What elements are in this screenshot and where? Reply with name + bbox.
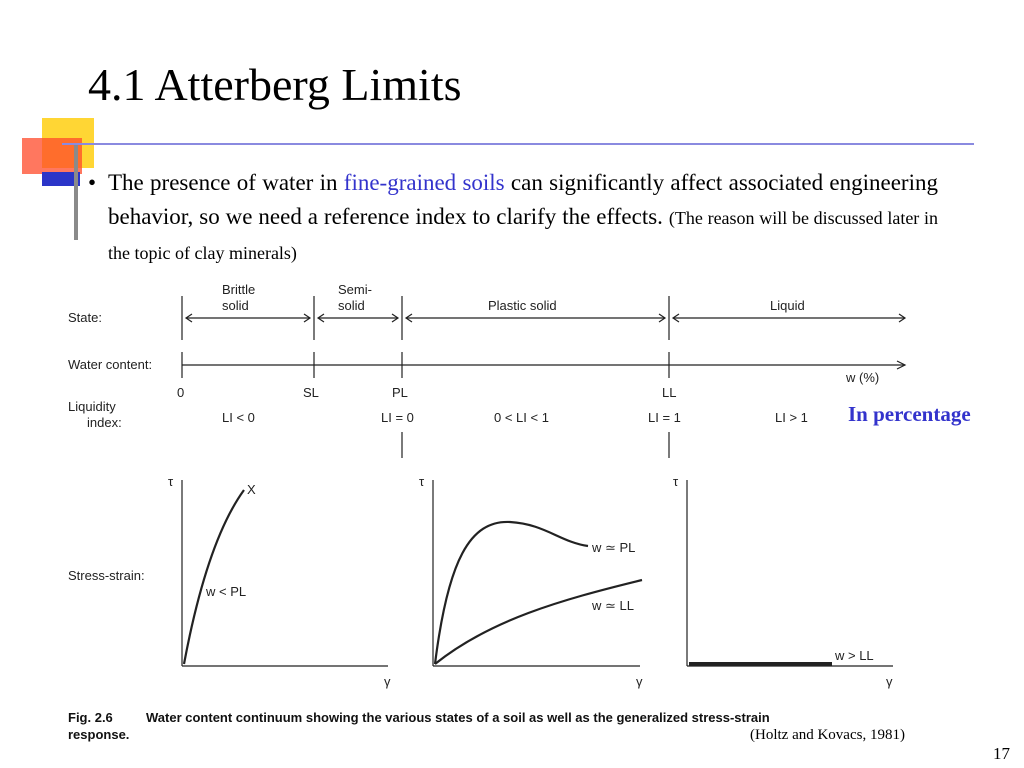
plot2-tau: τ [419, 474, 425, 489]
page-number: 17 [993, 744, 1010, 763]
plot3-tau: τ [673, 474, 679, 489]
row-label-state: State: [68, 310, 102, 325]
row-label-li-1: Liquidity [68, 399, 116, 414]
in-percentage-callout: In percentage [848, 402, 971, 426]
atterberg-figure [0, 270, 1024, 750]
bullet-post: can significantly affect associated engineering behavior, so we need a reference index to clarify the effects. [108, 170, 938, 229]
plot1-gamma: γ [384, 674, 391, 689]
li-eq0: LI = 0 [381, 410, 414, 425]
curve-liquid-limit [435, 580, 642, 664]
li-gt1: LI > 1 [775, 410, 808, 425]
title-underline [62, 143, 974, 145]
state-liquid: Liquid [770, 298, 805, 313]
limit-zero: 0 [177, 385, 185, 400]
caption-line2: response. [68, 727, 130, 742]
li-between: 0 < LI < 1 [494, 410, 549, 425]
label-w-pl: w ≃ PL [592, 540, 636, 555]
caption-line1: Water content continuum showing the various states of a soil as well as the generalized stress-strain [146, 710, 770, 725]
brittle-end-mark: X [247, 482, 256, 497]
bullet-highlight: fine-grained soils [343, 170, 505, 195]
state-semi-1: Semi- [338, 282, 372, 297]
plot3-gamma: γ [886, 674, 893, 689]
state-plastic: Plastic solid [488, 298, 557, 313]
bullet-note: (The reason will be discussed later in the topic of clay minerals) [108, 208, 939, 263]
axis-unit: w (%) [846, 370, 880, 385]
plot2-gamma: γ [636, 674, 643, 689]
bullet-marker: • [88, 170, 97, 195]
li-lt0: LI < 0 [222, 410, 255, 425]
label-w-lt-pl: w < PL [206, 584, 247, 599]
li-eq1: LI = 1 [648, 410, 681, 425]
slide-title: 4.1 Atterberg Limits [88, 59, 462, 110]
state-semi-2: solid [338, 298, 365, 313]
limit-pl: PL [392, 385, 408, 400]
label-w-ll: w ≃ LL [592, 598, 634, 613]
row-label-stress: Stress-strain: [68, 568, 145, 583]
citation: (Holtz and Kovacs, 1981) [750, 727, 905, 743]
limit-sl: SL [303, 385, 319, 400]
row-label-li-2: index: [87, 415, 122, 430]
row-label-water: Water content: [68, 357, 153, 372]
plot1-tau: τ [168, 474, 174, 489]
label-w-gt-ll: w > LL [835, 648, 874, 663]
curve-brittle [184, 490, 247, 664]
state-brittle-2: solid [222, 298, 249, 313]
limit-ll: LL [662, 385, 677, 400]
bullet-text [108, 166, 938, 270]
bullet-pre: The presence of water in [108, 170, 344, 195]
curve-plastic [435, 522, 588, 664]
state-brittle-1: Brittle [222, 282, 256, 297]
caption-label: Fig. 2.6 [68, 710, 113, 725]
